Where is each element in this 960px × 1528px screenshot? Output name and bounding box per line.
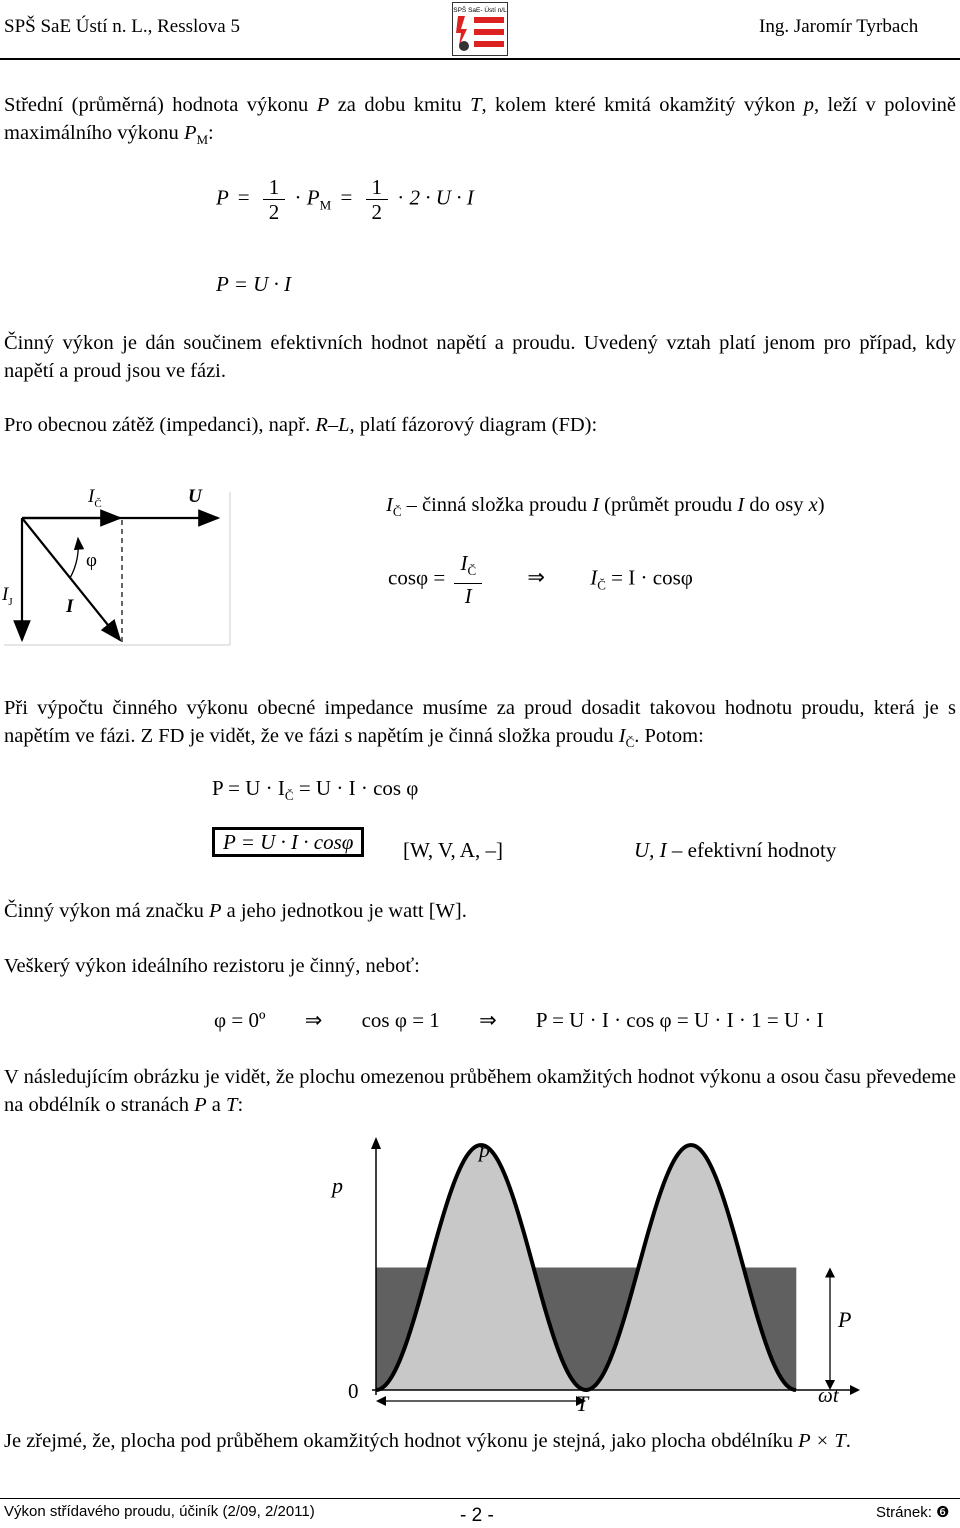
header-author: Ing. Jaromír Tyrbach [759, 16, 919, 37]
label-mean-power: P [838, 1307, 852, 1332]
label-period: T [576, 1391, 589, 1416]
area-under-curve [638, 1268, 639, 1391]
footer-title: Výkon střídavého proudu, účiník (2/09, 2/2011) [4, 1503, 315, 1520]
current-phasor [22, 518, 120, 640]
paragraph-resistor: Veškerý výkon ideálního rezistoru je činný, neboť: [4, 955, 420, 977]
equation-mean-power: P = $\frac{1}{2}$ · $P_M$ = $\frac{1}{2}$ · 2 · U · I [216, 175, 474, 224]
x-axis-arrow [850, 1385, 860, 1395]
label-zero: 0 [348, 1379, 359, 1403]
footer-page-count: Stránek: ❻ [876, 1504, 950, 1521]
effective-values-note: U, I – efektivní hodnoty [634, 838, 837, 862]
label-ij: $I_J$ [2, 584, 13, 608]
y-axis-arrow [371, 1137, 381, 1149]
equation-p-ui: P = U · I [216, 272, 292, 296]
footer-rule [0, 1498, 960, 1499]
paragraph-mean-power: Střední (průměrná) hodnota výkonu P za dobu kmitu T, kolem které kmitá okamžitý výkon p, leží v polovině maximálního výkonu $P_M$: [4, 94, 956, 148]
period-arrow-left [376, 1396, 386, 1406]
area-below-curve [795, 1268, 796, 1390]
paragraph-active-current: Při výpočtu činného výkonu obecné impedance musíme za proud dosadit takovou hodnotu proudu, která je s napětím ve fázi. Z FD je vidět, že ve fázi s napětím je činná složka proudu $I_Č$. Potom: [4, 697, 956, 751]
power-graph [320, 1135, 860, 1420]
school-logo [452, 2, 508, 56]
paragraph-active-power: Činný výkon je dán součinem efektivních hodnot napětí a proudu. Uvedený vztah platí jenom pro případ, kdy napětí a proud jsou ve fázi. [4, 332, 956, 382]
label-p-axis: p [332, 1173, 343, 1198]
label-i: I [66, 596, 74, 617]
paragraph-conclusion: Je zřejmé, že, plocha pod průběhem okamžitých hodnot výkonu je stejná, jako plocha obdélníku P × T. [4, 1430, 851, 1452]
area-under-curve [428, 1268, 429, 1391]
equation-boxed-active-power: P = U · I · cosφ [212, 830, 364, 855]
svg-text:SPŠ SaE- Ústí n/L: SPŠ SaE- Ústí n/L [453, 7, 507, 14]
units-label: [W, V, A, –] [403, 838, 503, 862]
phasor-diagram [0, 480, 240, 650]
equation-resistor: φ = 0º ⇒ cos φ = 1 ⇒ P = U · I · cos φ = U · I · 1 = U · I [214, 1008, 824, 1032]
label-u: U [188, 486, 202, 507]
header-school: SPŠ SaE Ústí n. L., Resslova 5 [4, 16, 240, 37]
label-ic: $I_Č$ [88, 486, 102, 510]
mean-dim-arrow-top [825, 1268, 835, 1278]
paragraph-general-load: Pro obecnou zátěž (impedanci), např. R–L, platí fázorový diagram (FD): [4, 414, 598, 436]
equation-p-uic: $P = U \cdot I_Č = U \cdot I \cdot \cos \varphi$ [212, 776, 419, 804]
header-rule [0, 58, 960, 60]
equation-cos-phi: cosφ = $\frac{I_Č}{I}$ ⇒ $I_Č = I \cdot \cos\varphi$ [388, 551, 693, 609]
label-omega-t: ωt [818, 1383, 839, 1407]
label-phi: φ [86, 550, 97, 571]
paragraph-unit-watt: Činný výkon má značku P a jeho jednotkou je watt [W]. [4, 900, 467, 922]
paragraph-rectangle: V následujícím obrázku je vidět, že plochu omezenou průběhem okamžitých hodnot výkonu a osou času převedeme na obdélník o stranách P a T: [4, 1066, 956, 1116]
footer-page-number: - 2 - [460, 1505, 494, 1526]
definition-active-current: $I_Č$ – činná složka proudu I (průmět proudu I do osy x) [386, 494, 825, 520]
label-p-peak: p [479, 1137, 490, 1162]
